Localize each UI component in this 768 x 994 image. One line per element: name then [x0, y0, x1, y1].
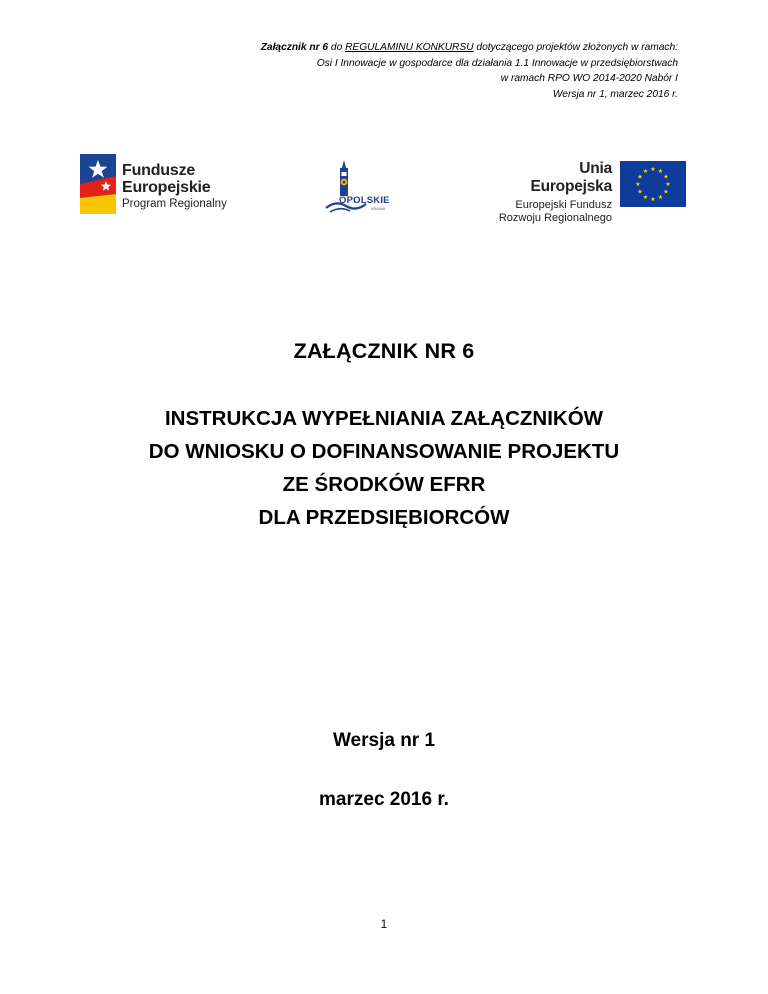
subtitle-line-1: INSTRUKCJA WYPEŁNIANIA ZAŁĄCZNIKÓW: [164, 407, 604, 430]
header-line-4: Wersja nr 1, marzec 2016 r.: [552, 88, 678, 100]
header-note: [118, 40, 678, 102]
unia-europejska-logo: [498, 157, 688, 224]
svg-text:★: ★: [635, 181, 641, 188]
svg-text:★: ★: [657, 194, 664, 201]
header-line-2: Osi I Innowacje w gospodarce dla działania 1.1 Innowacje w przedsiębiorstwach: [316, 57, 678, 69]
svg-text:★: ★: [663, 173, 669, 181]
fe-logo-line-2: Europejskie: [122, 179, 211, 196]
subtitle-line-2: DO WNIOSKU O DOFINANSOWANIE PROJEKTU: [148, 440, 620, 463]
eu-flag-icon: [620, 161, 686, 207]
header-text-rest: dotyczącego projektów złożonych w ramach:: [473, 42, 678, 53]
attachment-title: ZAŁĄCZNIK NR 6: [293, 339, 475, 363]
fe-logo-line-1: Fundusze: [122, 162, 196, 179]
instruction-subtitle: [0, 402, 768, 534]
header-line-3: w ramach RPO WO 2014-2020 Nabór I: [500, 73, 678, 84]
svg-text:★: ★: [657, 168, 664, 175]
date-label: marzec 2016 r.: [319, 789, 449, 810]
header-text-do: do: [328, 42, 346, 53]
opolskie-tower-icon: [322, 156, 402, 218]
version-label: Wersja nr 1: [332, 730, 436, 751]
opolskie-logo: [322, 156, 402, 218]
ue-logo-title: Unia Europejska: [530, 160, 612, 195]
svg-text:★: ★: [650, 166, 656, 173]
svg-text:★: ★: [642, 194, 649, 201]
header-attachment-label: Załącznik nr 6: [260, 42, 329, 53]
fundusze-europejskie-mark-icon: [80, 154, 116, 214]
page-number: 1: [380, 919, 388, 931]
svg-text:★: ★: [665, 181, 671, 188]
svg-text:★: ★: [637, 173, 643, 181]
subtitle-line-4: DLA PRZEDSIĘBIORCÓW: [258, 506, 510, 529]
fundusze-europejskie-logo: [80, 154, 250, 216]
opolskie-logo-text: OPOLSKIE: [339, 195, 390, 206]
svg-text:★: ★: [637, 188, 643, 196]
header-line-1: [118, 40, 678, 56]
logo-bar: [0, 150, 768, 224]
svg-text:★: ★: [663, 188, 669, 196]
svg-text:★: ★: [642, 168, 649, 175]
ue-logo-line-1: Europejski Fundusz: [515, 199, 612, 211]
opolskie-logo-subtext: KRAINA: [371, 207, 386, 211]
header-regulation-link: REGULAMINU KONKURSU: [345, 42, 474, 53]
svg-text:★: ★: [650, 196, 656, 203]
fe-logo-line-3: Program Regionalny: [122, 198, 227, 210]
ue-logo-line-2: Rozwoju Regionalnego: [498, 212, 612, 224]
subtitle-line-3: ZE ŚRODKÓW EFRR: [282, 473, 486, 496]
